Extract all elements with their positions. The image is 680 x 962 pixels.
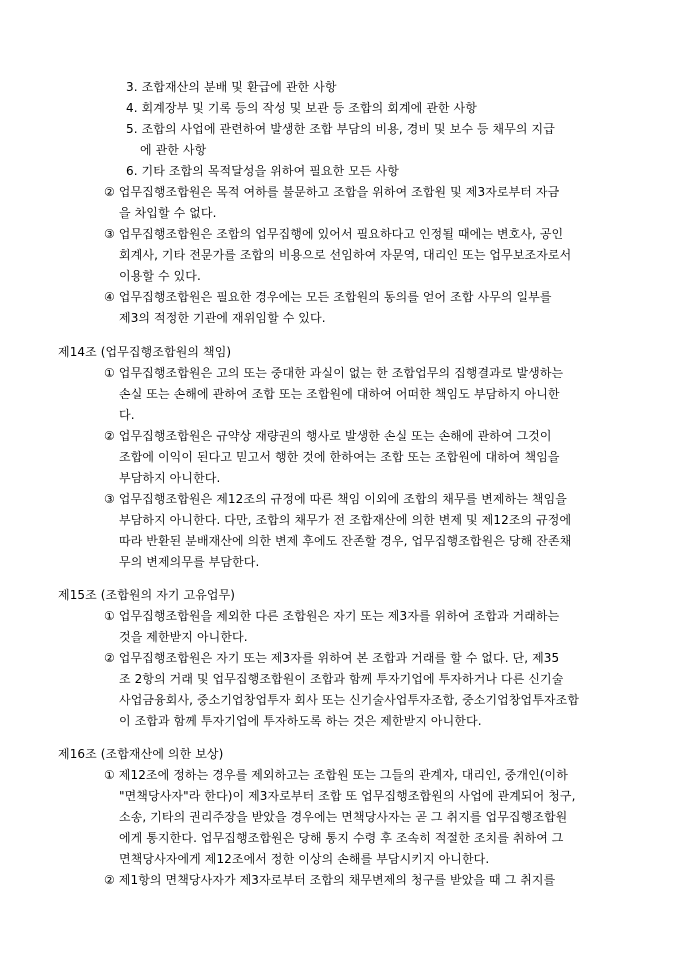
list-item: 4. 회계장부 및 기록 등의 작성 및 보관 등 조합의 회계에 관한 사항	[126, 101, 477, 115]
paragraph-line: ① 업무집행조합원은 고의 또는 중대한 과실이 없는 한 조합업무의 집행결과로 발생하는	[104, 366, 564, 380]
paragraph-line: 따라 반환된 분배재산에 의한 변제 후에도 잔존할 경우, 업무집행조합원은 당해 잔존채	[119, 534, 572, 548]
paragraph-line: ④ 업무집행조합원은 필요한 경우에는 모든 조합원의 동의를 얻어 조합 사무의 일부를	[104, 290, 552, 304]
paragraph-line: ① 업무집행조합원을 제외한 다른 조합원은 자기 또는 제3자를 위하여 조합과 거래하는	[104, 609, 560, 623]
paragraph-line: 사업금융회사, 중소기업창업투자 회사 또는 신기술사업투자조합, 중소기업창업투자조합	[119, 693, 580, 707]
paragraph-line: 이 조합과 함께 투자기업에 투자하도록 하는 것은 제한받지 아니한다.	[119, 714, 482, 728]
article-title: 제16조 (조합재산에 의한 보상)	[58, 747, 224, 761]
paragraph-line: 을 차입할 수 없다.	[119, 206, 217, 220]
paragraph-line: 회계사, 기타 전문가를 조합의 비용으로 선임하여 자문역, 대리인 또는 업무보조자로서	[119, 248, 572, 262]
paragraph-line: ③ 업무집행조합원은 조합의 업무집행에 있어서 필요하다고 인정될 때에는 변호사, 공인	[104, 227, 564, 241]
paragraph-line: 무의 변제의무를 부담한다.	[119, 555, 260, 569]
paragraph-line: 소송, 기타의 권리주장을 받았을 경우에는 면책당사자는 곧 그 취지를 업무집행조합원	[119, 810, 568, 824]
paragraph-line: 이용할 수 있다.	[119, 269, 201, 283]
paragraph-line: 조합에 이익이 된다고 믿고서 행한 것에 한하여는 조합 또는 조합원에 대하여 책임을	[119, 450, 560, 464]
paragraph-line: 제3의 적정한 기관에 재위임할 수 있다.	[119, 311, 326, 325]
paragraph-line: 에게 통지한다. 업무집행조합원은 당해 통지 수령 후 조속히 적절한 조치를 취하여 그	[119, 831, 564, 845]
paragraph-line: 조 2항의 거래 및 업무집행조합원이 조합과 함께 투자기업에 투자하거나 다른 신기술	[119, 672, 564, 686]
list-item: 5. 조합의 사업에 관련하여 발생한 조합 부담의 비용, 경비 및 보수 등 채무의 지급	[126, 122, 555, 136]
paragraph-line: ① 제12조에 정하는 경우를 제외하고는 조합원 또는 그들의 관계자, 대리인, 중개인(이하	[104, 768, 568, 782]
list-item: 3. 조합재산의 분배 및 환급에 관한 사항	[126, 80, 337, 94]
article-title: 제14조 (업무집행조합원의 책임)	[58, 345, 232, 359]
paragraph-line: 부담하지 아니한다. 다만, 조합의 채무가 전 조합재산에 의한 변제 및 제12조의 규정에	[119, 513, 572, 527]
paragraph-line: ② 업무집행조합원은 목적 여하를 불문하고 조합을 위하여 조합원 및 제3자로부터 자금	[104, 185, 560, 199]
paragraph-line: 손실 또는 손해에 관하여 조합 또는 조합원에 대하여 어떠한 책임도 부담하지 아니한	[119, 387, 560, 401]
paragraph-line: "면책당사자"라 한다)이 제3자로부터 조합 또 업무집행조합원의 사업에 관계되어 청구,	[119, 789, 576, 803]
article-title: 제15조 (조합원의 자기 고유업무)	[58, 588, 236, 602]
paragraph-line: 것을 제한받지 아니한다.	[119, 630, 248, 644]
paragraph-line: ② 업무집행조합원은 자기 또는 제3자를 위하여 본 조합과 거래를 할 수 없다. 단, 제35	[104, 651, 560, 665]
paragraph-line: ③ 업무집행조합원은 제12조의 규정에 따른 책임 이외에 조합의 채무를 변제하는 책임을	[104, 492, 568, 506]
paragraph-line: 부담하지 아니한다.	[119, 471, 221, 485]
paragraph-line: ② 제1항의 면책당사자가 제3자로부터 조합의 채무변제의 청구를 받았을 때 그 취지를	[104, 873, 556, 887]
list-item: 6. 기타 조합의 목적달성을 위하여 필요한 모든 사항	[126, 164, 399, 178]
paragraph-line: ② 업무집행조합원은 규약상 재량권의 행사로 발생한 손실 또는 손해에 관하여 그것이	[104, 429, 552, 443]
paragraph-line: 다.	[119, 408, 135, 422]
paragraph-line: 면책당사자에게 제12조에서 정한 이상의 손해를 부담시키지 아니한다.	[119, 852, 490, 866]
list-item: 에 관한 사항	[140, 143, 207, 157]
